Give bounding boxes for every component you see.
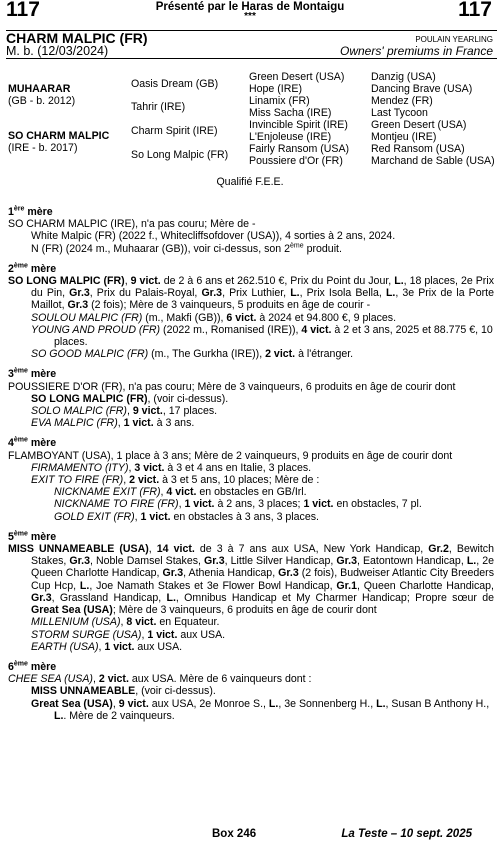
fourth-dam-text: FLAMBOYANT (USA), 1 place à 3 ans; Mère de 2 vainqueurs, 9 produits en âge de courir dont xyxy=(8,449,453,462)
pedigree-rule xyxy=(6,58,497,59)
fourth-dam-produce-1: FIRMAMENTO (ITY), 3 vict. à 3 et 4 ans en Italie, 3 places. xyxy=(31,461,312,474)
gen3-4: Invincible Spirit (IRE) xyxy=(249,119,348,131)
first-dam-heading: 1ère mère xyxy=(8,205,53,218)
owners-premiums: Owners' premiums in France xyxy=(340,44,493,58)
qualification: Qualifié F.E.E. xyxy=(216,176,284,188)
sixth-dam-text: CHEE SEA (USA), 2 vict. aux USA. Mère de 6 vainqueurs dont : xyxy=(8,673,312,686)
gen3-1: Hope (IRE) xyxy=(249,83,302,95)
sire-name: MUHAARAR xyxy=(8,83,71,95)
fourth-dam-grandproduce-3: GOLD EXIT (FR), 1 vict. en obstacles à 3 ans, 3 places. xyxy=(54,510,319,523)
second-dam-produce-1: SOULOU MALPIC (FR) (m., Makfi (GB)), 6 vict. à 2024 et 94.800 €, 9 places. xyxy=(31,311,397,324)
dam-name: SO CHARM MALPIC xyxy=(8,130,110,142)
horse-sex-type: POULAIN YEARLING xyxy=(415,35,493,44)
sixth-dam-section xyxy=(8,661,494,722)
gen3-2: Linamix (FR) xyxy=(249,95,310,107)
sixth-dam-produce-1: MISS UNNAMEABLE, (voir ci-dessus). xyxy=(31,685,216,698)
gen2-3: So Long Malpic (FR) xyxy=(131,149,229,161)
second-dam-produce-2: YOUNG AND PROUD (FR) (2022 m., Romanised (IRE)), 4 vict. à 2 et 3 ans, 2025 et 88.775 €, 10 places. xyxy=(31,323,493,349)
lot-number-left: 117 xyxy=(6,0,40,21)
gen3-5: L'Enjoleuse (IRE) xyxy=(249,131,332,143)
fourth-dam-produce-2: EXIT TO FIRE (FR), 2 vict. à 3 et 5 ans, 10 places; Mère de : xyxy=(31,474,320,487)
fifth-dam-section xyxy=(8,531,494,653)
fifth-dam-text: MISS UNNAMEABLE (USA), 14 vict. de 3 à 7 ans aux USA, New York Handicap, Gr.2, Bewitch Stakes, Gr.3, Noble Damsel Stakes, Gr.3, Little Silver Handicap, Gr.3, Eatontown Handicap, L., 2e Queen Charlotte Handicap, Gr.3, Athenia Handicap, Gr.3 (2 fois), Budweiser Atlantic City Breeders Cup Hcp, L., Joe Namath Stakes et 3e Flower Bowl Handicap, Gr.1, Queen Charlotte Handicap, Gr.3, Grassland Handicap, L., Omnibus Handicap et My Charmer Handicap; Propre sœur de Great Sea (USA); Mère de 3 vainqueurs, 6 produits en âge de courir dont xyxy=(8,543,495,617)
gen4-7: Marchand de Sable (USA) xyxy=(371,155,495,167)
gen4-3: Last Tycoon xyxy=(371,107,428,119)
fourth-dam-grandproduce-1: NICKNAME EXIT (FR), 4 vict. en obstacles en GB/Irl. xyxy=(54,486,307,499)
gen4-0: Danzig (USA) xyxy=(371,71,436,83)
gen2-1: Tahrir (IRE) xyxy=(131,101,186,113)
page-header xyxy=(0,0,500,30)
lot-number-right: 117 xyxy=(458,0,492,21)
second-dam-heading: 2ème mère xyxy=(8,262,57,275)
first-dam-text: SO CHARM MALPIC (IRE), n'a pas couru; Mère de - xyxy=(8,218,256,231)
fifth-dam-produce-3: EARTH (USA), 1 vict. aux USA. xyxy=(31,640,183,653)
third-dam-produce-2: SOLO MALPIC (FR), 9 vict., 17 places. xyxy=(31,405,218,418)
first-dam-produce-1: White Malpic (FR) (2022 f., Whitecliffsofdover (USA)), 4 sorties à 2 ans, 2024. xyxy=(31,230,396,243)
gen4-1: Dancing Brave (USA) xyxy=(371,83,473,95)
gen4-2: Mendez (FR) xyxy=(371,95,433,107)
second-dam-section xyxy=(8,263,494,361)
sixth-dam-produce-2: Great Sea (USA), 9 vict. aux USA, 2e Monroe S., L., 3e Sonnenberg H., L., Susan B Anthony H., L.. Mère de 2 vainqueurs. xyxy=(31,697,490,722)
dam-info: (IRE - b. 2017) xyxy=(8,142,78,154)
fourth-dam-section xyxy=(8,437,494,522)
gen3-7: Poussiere d'Or (FR) xyxy=(249,155,343,167)
first-dam-produce-2: N (FR) (2024 m., Muhaarar (GB)), voir ci-dessus, son 2ème produit. xyxy=(31,242,342,255)
sire-info: (GB - b. 2012) xyxy=(8,95,76,107)
second-dam-text: SO LONG MALPIC (FR), 9 vict. de 2 à 6 ans et 262.510 €, Prix du Point du Jour, L., 18 places, 2e Prix du Pin, Gr.3, Prix du Palais-Royal, Gr.3, Prix Luthier, L., Prix Isola Bella, L., 3e Prix de la Porte Maillot, Gr.3 (2 fois); Mère de 3 vainqueurs, 5 produits en âge de courir - xyxy=(8,275,494,312)
gen3-6: Fairly Ransom (USA) xyxy=(249,143,350,155)
third-dam-produce-3: EVA MALPIC (FR), 1 vict. à 3 ans. xyxy=(31,417,195,430)
third-dam-text: POUSSIERE D'OR (FR), n'a pas couru; Mère de 3 vainqueurs, 6 produits en âge de courir dont xyxy=(8,380,456,393)
horse-name: CHARM MALPIC (FR) xyxy=(6,30,148,46)
presented-by: Présenté par le Haras de Montaigu xyxy=(155,1,345,13)
gen4-6: Red Ransom (USA) xyxy=(371,143,465,155)
fifth-dam-produce-1: MILLENIUM (USA), 8 vict. en Equateur. xyxy=(31,616,220,629)
third-dam-produce-1: SO LONG MALPIC (FR), (voir ci-dessus). xyxy=(31,392,229,405)
sixth-dam-heading: 6ème mère xyxy=(8,660,57,673)
gen3-3: Miss Sacha (IRE) xyxy=(249,107,332,119)
footer-box: Box 246 xyxy=(212,827,257,840)
third-dam-heading: 3ème mère xyxy=(8,367,57,381)
dam-line-text xyxy=(8,198,494,722)
fourth-dam-grandproduce-2: NICKNAME TO FIRE (FR), 1 vict. à 2 ans, 3 places; 1 vict. en obstacles, 7 pl. xyxy=(54,498,422,511)
gen4-5: Montjeu (IRE) xyxy=(371,131,437,143)
fourth-dam-heading: 4ème mère xyxy=(8,436,57,450)
horse-colour-dob: M. b. (12/03/2024) xyxy=(6,44,109,58)
fifth-dam-produce-2: STORM SURGE (USA), 1 vict. aux USA. xyxy=(31,628,226,641)
fifth-dam-heading: 5ème mère xyxy=(8,530,57,543)
gen2-2: Charm Spirit (IRE) xyxy=(131,125,218,137)
gen2-0: Oasis Dream (GB) xyxy=(131,78,219,90)
footer-sale: La Teste – 10 sept. 2025 xyxy=(341,827,472,840)
second-dam-produce-3: SO GOOD MALPIC (FR) (m., The Gurkha (IRE)), 2 vict. à l'étranger. xyxy=(31,348,354,361)
third-dam-section xyxy=(8,368,494,429)
first-dam-section xyxy=(8,206,494,255)
gen3-0: Green Desert (USA) xyxy=(249,71,345,83)
gen4-4: Green Desert (USA) xyxy=(371,119,467,131)
pedigree-table xyxy=(0,68,500,168)
stars: *** xyxy=(244,11,256,22)
